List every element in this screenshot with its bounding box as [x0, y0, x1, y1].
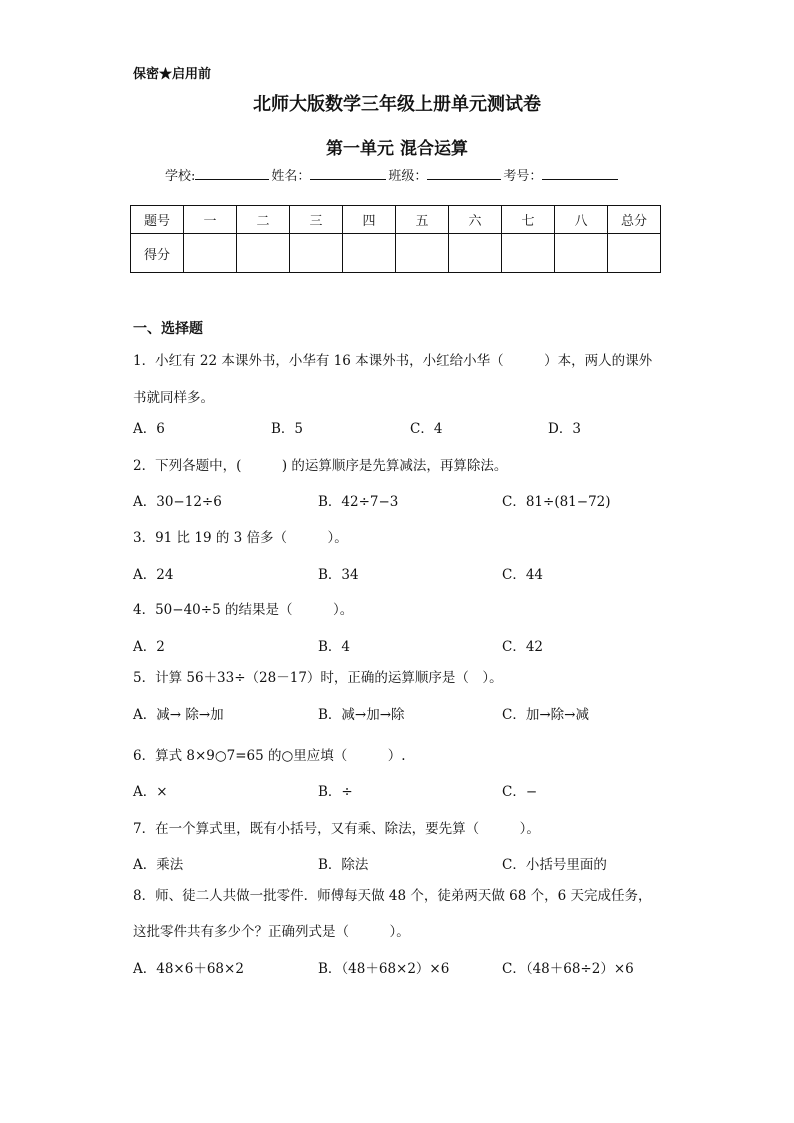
question-7-option-b[interactable]: B．除法	[318, 857, 369, 873]
question-3-option-a[interactable]: A．24	[133, 567, 174, 583]
header-cell: 六	[449, 206, 502, 234]
header-cell: 五	[396, 206, 449, 234]
question-3-option-b[interactable]: B．34	[318, 567, 359, 583]
confidential-label: 保密★启用前	[133, 67, 212, 82]
question-2-option-c[interactable]: C．81÷(81−72)	[502, 494, 611, 510]
question-5-option-b[interactable]: B．减→加→除	[318, 707, 405, 723]
school-label: 学校:	[165, 169, 196, 184]
question-6-option-b[interactable]: B．÷	[318, 784, 353, 800]
question-7-stem: 7．在一个算式里，既有小括号，又有乘、除法，要先算（ ）。	[133, 821, 540, 837]
score-cell[interactable]	[290, 234, 343, 273]
question-3-option-c[interactable]: C．44	[502, 567, 544, 583]
question-4-option-c[interactable]: C．42	[502, 639, 544, 655]
class-label: 班级：	[388, 169, 428, 184]
question-8-option-a[interactable]: A．48×6＋68×2	[133, 961, 244, 977]
header-cell: 四	[343, 206, 396, 234]
question-8-option-b[interactable]: B．（48＋68×2）×6	[318, 961, 450, 977]
question-1-option-d[interactable]: D．3	[548, 421, 581, 437]
score-cell[interactable]	[608, 234, 661, 273]
score-table	[130, 205, 661, 273]
student-info-line	[165, 165, 620, 184]
question-6-stem: 6．算式 8×9○7=65 的○里应填（ ）.	[133, 748, 406, 764]
question-1-option-b[interactable]: B．5	[271, 421, 304, 437]
score-row-label: 得分	[131, 234, 184, 273]
header-cell: 八	[555, 206, 608, 234]
page-subtitle: 第一单元 混合运算	[326, 139, 468, 159]
question-5-option-c[interactable]: C．加→除→减	[502, 707, 589, 723]
score-table-header-row	[131, 206, 661, 234]
header-cell: 总分	[608, 206, 661, 234]
score-cell[interactable]	[555, 234, 608, 273]
question-2-option-b[interactable]: B．42÷7−3	[318, 494, 399, 510]
score-cell[interactable]	[343, 234, 396, 273]
exam-no-blank[interactable]	[542, 165, 618, 180]
question-5-stem: 5．计算 56＋33÷（28－17）时，正确的运算顺序是（ ）。	[133, 670, 503, 686]
question-8-option-c[interactable]: C．（48＋68÷2）×6	[502, 961, 634, 977]
score-cell[interactable]	[449, 234, 502, 273]
question-8-stem: 8．师、徒二人共做一批零件．师傅每天做 48 个，徒弟两天做 68 个，6 天完成任务，	[133, 888, 652, 904]
question-4-option-a[interactable]: A．2	[133, 639, 165, 655]
section-heading: 一、选择题	[133, 321, 203, 337]
score-cell[interactable]	[184, 234, 237, 273]
name-label: 姓名：	[271, 169, 311, 184]
question-4-stem: 4．50−40÷5 的结果是（ ）。	[133, 602, 354, 618]
score-cell[interactable]	[502, 234, 555, 273]
question-2-stem: 2．下列各题中，( ) 的运算顺序是先算减法，再算除法。	[133, 458, 508, 474]
score-table-score-row	[131, 234, 661, 273]
header-cell: 题号	[131, 206, 184, 234]
question-8-stem-cont: 这批零件共有多少个？正确列式是（ ）。	[133, 924, 410, 940]
score-cell[interactable]	[237, 234, 290, 273]
question-5-option-a[interactable]: A．减→ 除→加	[133, 707, 224, 723]
exam-no-label: 考号：	[503, 169, 543, 184]
class-blank[interactable]	[427, 165, 501, 180]
school-blank[interactable]	[195, 165, 269, 180]
score-cell[interactable]	[396, 234, 449, 273]
question-7-option-c[interactable]: C．小括号里面的	[502, 857, 607, 873]
question-3-stem: 3．91 比 19 的 3 倍多（ ）。	[133, 530, 348, 546]
header-cell: 三	[290, 206, 343, 234]
header-cell: 七	[502, 206, 555, 234]
header-cell: 一	[184, 206, 237, 234]
question-1-option-c[interactable]: C．4	[410, 421, 443, 437]
header-cell: 二	[237, 206, 290, 234]
question-2-option-a[interactable]: A．30−12÷6	[133, 494, 222, 510]
page-title: 北师大版数学三年级上册单元测试卷	[253, 94, 541, 115]
question-1-stem: 1．小红有 22 本课外书，小华有 16 本课外书，小红给小华（ ）本，两人的课外	[133, 353, 653, 369]
question-6-option-c[interactable]: C．−	[502, 784, 538, 800]
question-4-option-b[interactable]: B．4	[318, 639, 351, 655]
question-1-stem-cont: 书就同样多。	[133, 390, 214, 406]
question-7-option-a[interactable]: A．乘法	[133, 857, 184, 873]
name-blank[interactable]	[310, 165, 386, 180]
question-1-option-a[interactable]: A．6	[133, 421, 165, 437]
question-6-option-a[interactable]: A．×	[133, 784, 168, 800]
